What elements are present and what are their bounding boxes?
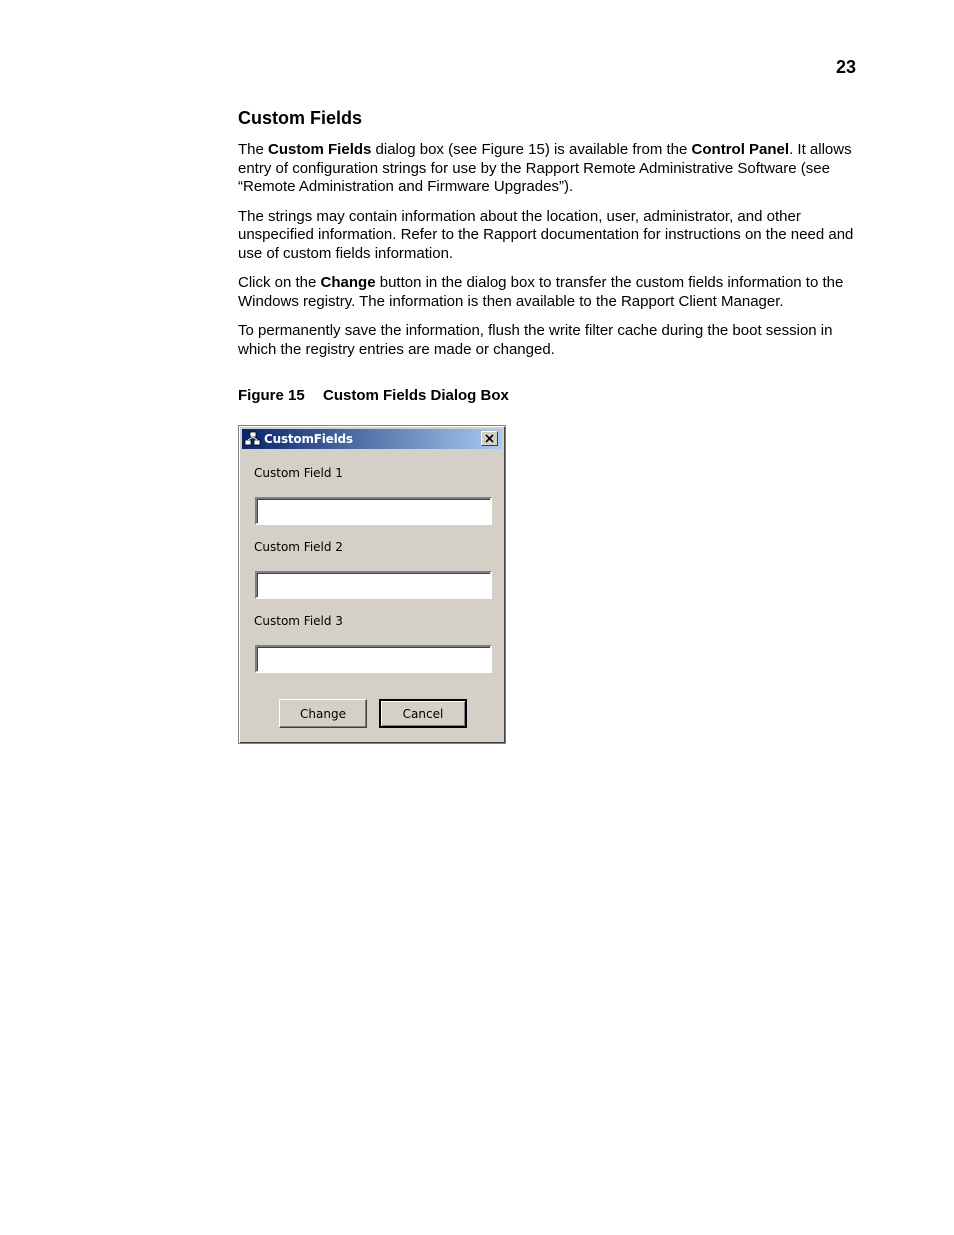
custom-field-1-input[interactable] [255, 497, 492, 525]
p1-text-c: dialog box (see Figure 15) is available from the [371, 141, 692, 158]
p1-text-a: The [238, 141, 269, 158]
p3-text-a: Click on the [238, 274, 321, 291]
p1-bold-control-panel: Control Panel [691, 141, 790, 158]
p1-text-e: . It allows entry of configuration strings for use by the Rapport Remote Administrative Software (see “Remote Administration and Firmware Upgrades”). [238, 141, 852, 195]
paragraph-1 [238, 141, 858, 197]
figure-caption [238, 387, 509, 404]
close-icon [485, 434, 494, 443]
app-icon [244, 431, 262, 447]
custom-field-2-input[interactable] [255, 571, 492, 599]
page-number: 23 [835, 57, 856, 77]
p3-text-c: button in the dialog box to transfer the custom fields information to the Windows registry. The information is then available to the Rapport Client Manager. [238, 274, 844, 310]
figure-title: Custom Fields Dialog Box [323, 387, 509, 404]
custom-field-3-input[interactable] [255, 645, 492, 673]
custom-field-2-label: Custom Field 2 [254, 540, 343, 554]
cancel-button[interactable]: Cancel [379, 699, 467, 728]
dialog-titlebar[interactable] [242, 429, 502, 449]
p1-bold-custom-fields: Custom Fields [268, 141, 372, 158]
dialog-title: CustomFields [264, 432, 353, 446]
paragraph-3 [238, 274, 858, 311]
paragraph-4: To permanently save the information, flush the write filter cache during the boot session in which the registry entries are made or changed. [238, 322, 833, 358]
figure-label: Figure 15 [238, 387, 305, 404]
change-button[interactable]: Change [279, 699, 367, 728]
document-body [238, 108, 858, 370]
p3-bold-change: Change [320, 274, 376, 291]
custom-field-3-label: Custom Field 3 [254, 614, 343, 628]
close-button[interactable] [481, 431, 498, 446]
custom-field-1-label: Custom Field 1 [254, 466, 343, 480]
section-heading: Custom Fields [238, 108, 363, 128]
custom-fields-dialog [238, 425, 506, 744]
paragraph-2: The strings may contain information about the location, user, administrator, and other unspecified information. Refer to the Rapport documentation for instructions on the need and use of custom fields information. [238, 207, 854, 262]
